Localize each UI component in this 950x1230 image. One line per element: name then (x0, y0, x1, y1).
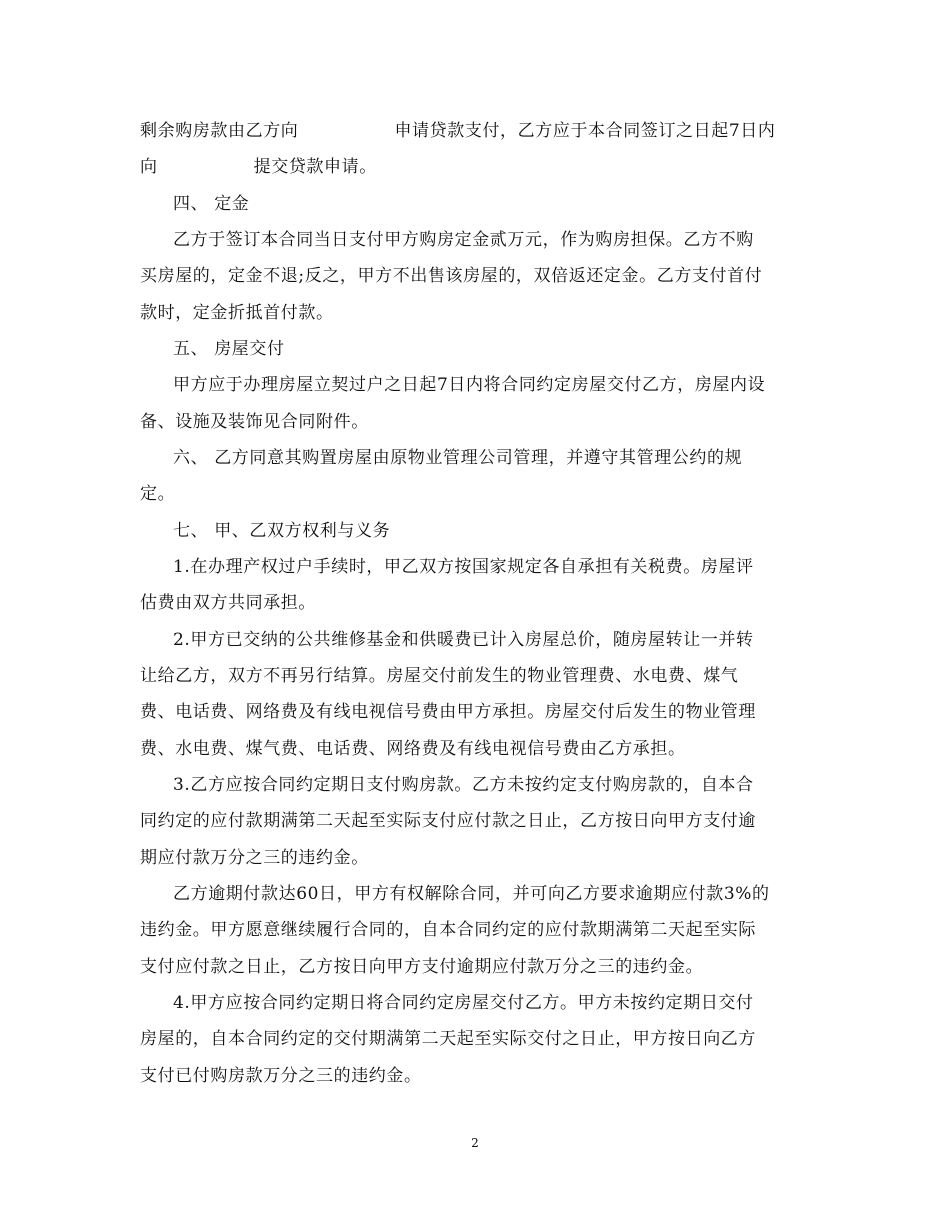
text-line: 4.甲方应按合同约定期日将合同约定房屋交付乙方。甲方未按约定期日交付 (173, 993, 754, 1013)
text-line: 1.在办理产权过户手续时，甲乙双方按国家规定各自承担有关税费。房屋评 (173, 557, 754, 577)
page-number: 2 (471, 1136, 479, 1150)
section-heading: 四、 定金 (173, 194, 250, 214)
text-line: 款时，定金折抵首付款。 (140, 303, 334, 323)
text-line: 向 提交贷款申请。 (140, 157, 377, 177)
text-line: 备、设施及装饰见合同附件。 (140, 412, 369, 432)
section-heading: 五、 房屋交付 (173, 339, 285, 359)
text-line: 费、水电费、煤气费、电话费、网络费及有线电视信号费由乙方承担。 (140, 739, 686, 759)
text-line: 乙方于签订本合同当日支付甲方购房定金贰万元，作为购房担保。乙方不购 (173, 230, 754, 250)
text-line: 违约金。甲方愿意继续履行合同的，自本合同约定的应付款期满第二天起至实际 (140, 920, 756, 940)
text-line: 房屋的，自本合同约定的交付期满第二天起至实际交付之日止，甲方按日向乙方 (140, 1029, 756, 1049)
text-line: 期应付款万分之三的违约金。 (140, 848, 369, 868)
text-line: 让给乙方，双方不再另行结算。房屋交付前发生的物业管理费、水电费、煤气 (140, 666, 739, 686)
text-line: 定。 (140, 484, 176, 504)
text-line: 3.乙方应按合同约定期日支付购房款。乙方未按约定支付购房款的，自本合 (173, 775, 754, 795)
text-line: 甲方应于办理房屋立契过户之日起7日内将合同约定房屋交付乙方，房屋内设 (173, 375, 766, 395)
text-line: 六、 乙方同意其购置房屋由原物业管理公司管理，并遵守其管理公约的规 (173, 448, 743, 468)
text-line: 费、电话费、网络费及有线电视信号费由甲方承担。房屋交付后发生的物业管理 (140, 702, 756, 722)
section-heading: 七、 甲、乙双方权利与义务 (173, 521, 391, 541)
text-line: 买房屋的，定金不退;反之，甲方不出售该房屋的，双倍返还定金。乙方支付首付 (140, 266, 763, 286)
text-line: 同约定的应付款期满第二天起至实际支付应付款之日止，乙方按日向甲方支付逾 (140, 811, 756, 831)
text-line: 2.甲方已交纳的公共维修基金和供暖费已计入房屋总价，随房屋转让一并转 (173, 630, 754, 650)
text-line: 支付已付购房款万分之三的违约金。 (140, 1066, 422, 1086)
text-line: 估费由双方共同承担。 (140, 593, 316, 613)
text-line: 剩余购房款由乙方向 申请贷款支付，乙方应于本合同签订之日起7日内 (140, 121, 776, 141)
text-line: 支付应付款之日止，乙方按日向甲方支付逾期应付款万分之三的违约金。 (140, 957, 704, 977)
text-line: 乙方逾期付款达60日，甲方有权解除合同，并可向乙方要求逾期应付款3%的 (173, 884, 770, 904)
